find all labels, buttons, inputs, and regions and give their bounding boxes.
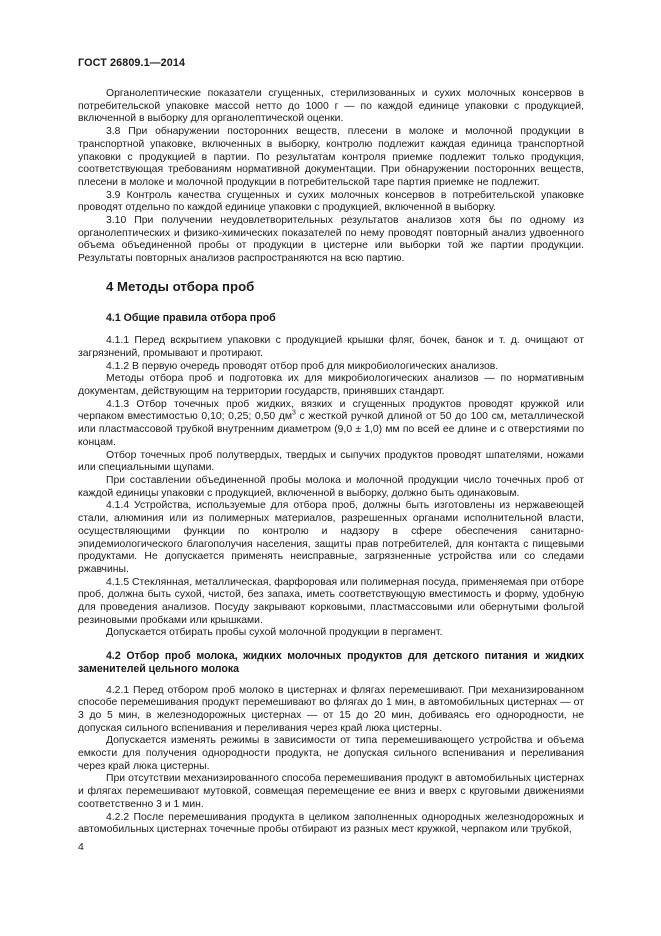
paragraph (78, 399, 584, 450)
paragraph: 4.2.2 После перемешивания продукта в целиком заполненных однородных железнодорожных и автомобильных цистернах точечные пробы отбирают из разных мест кружкой, черпаком или трубкой, (78, 811, 584, 836)
paragraph: При составлении объединенной пробы молока и молочной продукции число точечных проб от каждой единицы упаковки с продукцией, включенной в выборку, должно быть одинаковым. (78, 474, 584, 499)
paragraph: 4.1.2 В первую очередь проводят отбор проб для микробиологических анализов. (106, 360, 499, 372)
page-number: 4 (78, 842, 84, 853)
paragraph: 4.2.1 Перед отбором проб молоко в цистернах и флягах перемешивают. При механизированном способе перемешивания продукт перемешивают во флягах до 1 мин, в автомобильных цистернах — от 3 до 5 мин, в железнодорожных цистернах — от 15 до 20 мин, добиваясь его однородности, не допуская сильного вспенивания и переливания через край люка цистерны. (78, 684, 584, 734)
paragraph-text: 4.1.3 Отбор точечных проб жидких, вязких и сгущенных продуктов проводят кружкой или черпаком вместимостью 0,10; 0,25; 0,50 дм (78, 398, 584, 423)
paragraph: При отсутствии механизированного способа перемешивания продукт в автомобильных цистернах и флягах перемешивают мутовкой, совмещая перемещение ее вниз и вверх с круговыми движениями соответственно 3 и 1 мин. (78, 773, 584, 810)
paragraph: 4.1.5 Стеклянная, металлическая, фарфоровая или полимерная посуда, применяемая при отборе проб, должна быть сухой, чистой, без запаха, иметь соответствующую вместимость и форму, удобную для проведения анализов. Посуду закрывают корковыми, пластмассовыми или обернутыми фольгой резиновыми пробками или крышками. (78, 576, 584, 626)
paragraph: Отбор точечных проб полутвердых, твердых и сыпучих продуктов проводят шпателями, ножами или специальными щупами. (78, 449, 584, 474)
paragraph: 4.1.4 Устройства, используемые для отбора проб, должны быть изготовлены из нержавеющей стали, алюминия или из полимерных материалов, разрешенных органами исполнительной власти, осуществляющими функции по контролю и надзору в сфере обеспечения санитарно-эпидемиологического благополучия населения, защиты прав потребителей, для контакта с пищевыми продуктами. Не допускается применять неисправные, загрязненные устройства или со следами ржавчины. (78, 500, 584, 575)
superscript: 3 (291, 410, 296, 417)
paragraph: Допускается отбирать пробы сухой молочной продукции в пергамент. (106, 627, 443, 639)
paragraph: 3.10 При получении неудовлетворительных результатов анализов хотя бы по одному из органолептических и физико-химических показателей по нему проводят повторный анализ удвоенного объема объединенной пробы от продукции в цистерне или выборки той же партии продукции. Результаты повторных анализов распространяются на всю партию. (78, 215, 584, 265)
paragraph-text: с жесткой ручкой длиной от 50 до 100 см, металлической или пластмассовой трубкой внутренним диаметром (9,0 ± 1,0) мм по всей ее длине и с отверстиями по концам. (78, 411, 585, 448)
document-body (78, 88, 584, 837)
subsection-heading: 4.2 Отбор проб молока, жидких молочных продуктов для детского питания и жидких заменителей цельного молока (78, 650, 584, 675)
subsection-heading: 4.1 Общие правила отбора проб (106, 311, 276, 324)
paragraph: 3.8 При обнаружении посторонних веществ, плесени в молоке и молочной продукции в транспортной упаковке, включенных в выборку, контролю подлежит каждая единица транспортной упаковки с продукцией в партии. По результатам контроля приемке подлежит только продукция, соответствующая требованиям нормативной документации. При обнаружении посторонних веществ, плесени в молоке и молочной продукции в потребительской таре партия приемке не подлежит. (78, 126, 584, 188)
paragraph: Методы отбора проб и подготовка их для микробиологических анализов — по нормативным документам, действующим на территории государств, принявших стандарт. (78, 373, 584, 398)
paragraph: Допускается изменять режимы в зависимости от типа перемешивающего устройства и объема емкости для получения однородности продукта, не допуская сильного вспенивания и переливания через край люка цистерны. (78, 735, 584, 772)
section-heading: 4 Методы отбора проб (106, 278, 255, 294)
paragraph: 3.9 Контроль качества сгущенных и сухих молочных консервов в потребительской упаковке проводят отдельно по каждой единице упаковки с продукцией, включенной в выборку. (78, 189, 584, 214)
paragraph: Органолептические показатели сгущенных, стерилизованных и сухих молочных консервов в потребительской упаковке массой нетто до 1000 г — по каждой единице упаковки с продукцией, включенной в выборку для органолептической оценки. (78, 88, 584, 125)
paragraph: 4.1.1 Перед вскрытием упаковки с продукцией крышки фляг, бочек, банок и т. д. очищают от загрязнений, промывают и протирают. (78, 335, 584, 359)
document-header: ГОСТ 26809.1—2014 (78, 57, 186, 69)
